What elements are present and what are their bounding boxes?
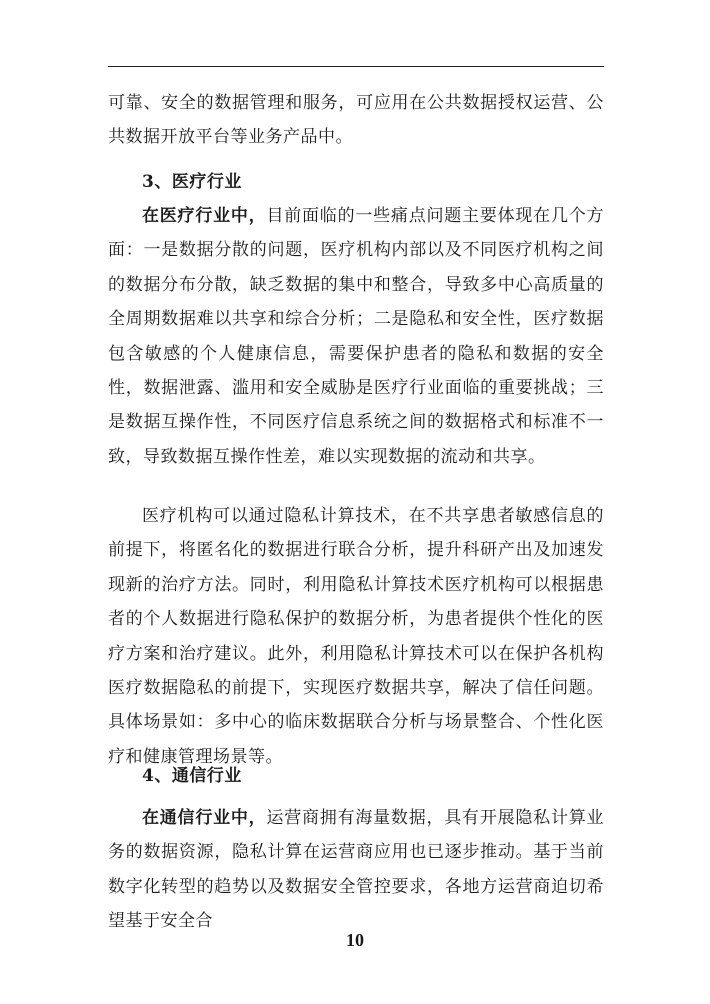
section-heading-medical: 3、医疗行业 [142, 172, 242, 192]
medical-paragraph-2: 医疗机构可以通过隐私计算技术，在不共享患者敏感信息的前提下，将匿名化的数据进行联合分析，提升科研产出及加速发现新的治疗方法。同时，利用隐私计算技术医疗机构可以根据患者的个人数据进行隐私保护的数据分析，为患者提供个性化的医疗方案和治疗建议。此外，利用隐私计算技术可以在保护各机构医疗数据隐私的前提下，实现医疗数据共享，解决了信任问题。具体场景如：多中心的临床数据联合分析与场景整合、个性化医疗和健康管理场景等。 [108, 506, 604, 767]
header-rule [108, 66, 604, 67]
telecom-lead-bold: 在通信行业中， [142, 808, 267, 828]
continuation-paragraph: 可靠、安全的数据管理和服务，可应用在公共数据授权运营、公共数据开放平台等业务产品中。 [108, 93, 604, 148]
medical-paragraph-1 [108, 199, 604, 474]
medical-lead-text: 目前面临的一些痛点问题主要体现在几个方面：一是数据分散的问题，医疗机构内部以及不同医疗机构之间的数据分布分散，缺乏数据的集中和整合，导致多中心高质量的全周期数据难以共享和综合分析；二是隐私和安全性，医疗数据包含敏感的个人健康信息，需要保护患者的隐私和数据的安全性，数据泄露、滥用和安全威胁是医疗行业面临的重要挑战；三是数据互操作性，不同医疗信息系统之间的数据格式和标准不一致，导致数据互操作性差，难以实现数据的流动和共享。 [108, 206, 605, 467]
page-number: 10 [346, 930, 364, 950]
section-heading-telecom: 4、通信行业 [142, 766, 242, 786]
telecom-lead-text: 运营商拥有海量数据，具有开展隐私计算业务的数据资源，隐私计算在运营商应用也已逐步推动。基于当前数字化转型的趋势以及数据安全管控要求，各地方运营商迫切希望基于安全合 [108, 808, 605, 932]
telecom-paragraph-1 [108, 801, 604, 939]
medical-lead-bold: 在医疗行业中， [142, 206, 267, 226]
